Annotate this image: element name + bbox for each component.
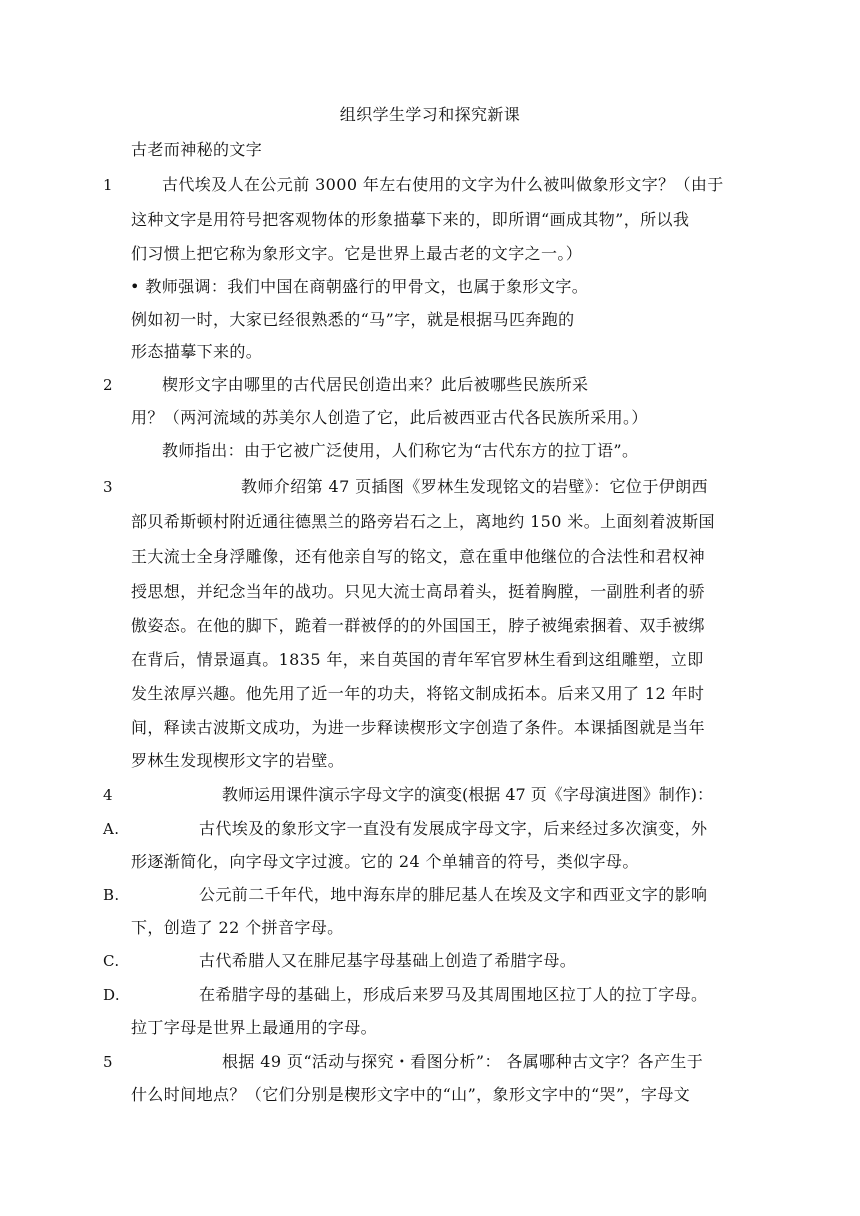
paragraph-line: 部贝希斯顿村附近通往德黑兰的路旁岩石之上，离地约 150 米。上面刻着波斯国 [131, 512, 715, 531]
paragraph-line: 间，释读古波斯文成功，为进一步释读楔形文字创造了条件。本课插图就是当年 [131, 718, 706, 737]
paragraph-line: 教师运用课件演示字母文字的演变(根据 47 页《字母演进图》制作)： [222, 785, 714, 804]
paragraph-line: 下，创造了 22 个拼音字母。 [131, 918, 344, 937]
paragraph-line: 例如初一时，大家已经很熟悉的“马”字，就是根据马匹奔跑的 [131, 310, 575, 329]
paragraph-line: 在希腊字母的基础上，形成后来罗马及其周围地区拉丁人的拉丁字母。 [199, 985, 708, 1004]
item-letter: C. [103, 952, 120, 970]
paragraph-line: 形逐渐简化，向字母文字过渡。它的 24 个单辅音的符号，类似字母。 [131, 852, 639, 871]
paragraph-line: 授思想，并纪念当年的战功。只见大流士高昂着头，挺着胸膛，一副胜利者的骄 [131, 582, 706, 601]
paragraph-line: 楔形文字由哪里的古代居民创造出来？此后被哪些民族所采 [162, 375, 589, 394]
paragraph-line: 形态描摹下来的。 [131, 342, 263, 361]
section-heading: 古老而神秘的文字 [131, 140, 263, 159]
paragraph-line: 发生浓厚兴趣。他先用了近一年的功夫，将铭文制成拓本。后来又用了 12 年时 [131, 684, 705, 703]
paragraph-line: 古代埃及人在公元前 3000 年左右使用的文字为什么被叫做象形文字？（由于 [162, 175, 724, 194]
paragraph-line: 用？（两河流域的苏美尔人创造了它，此后被西亚古代各民族所采用。） [131, 408, 648, 427]
item-letter: B. [103, 886, 120, 904]
item-number: 3 [103, 478, 113, 496]
paragraph-line: 教师指出：由于它被广泛使用，人们称它为“古代东方的拉丁语”。 [162, 441, 639, 460]
paragraph-line: 什么时间地点？（它们分别是楔形文字中的“山”，象形文字中的“哭”，字母文 [131, 1085, 691, 1104]
item-letter: A. [103, 820, 120, 838]
item-number: 4 [103, 786, 113, 804]
paragraph-line: 傲姿态。在他的脚下，跪着一群被俘的的外国国王，脖子被绳索捆着、双手被绑 [131, 616, 706, 635]
paragraph-line: 古代希腊人又在腓尼基字母基础上创造了希腊字母。 [199, 951, 577, 970]
paragraph-line: 罗林生发现楔形文字的岩壁。 [131, 751, 345, 770]
item-letter: D. [103, 986, 121, 1004]
paragraph-line: • 教师强调：我们中国在商朝盛行的甲骨文，也属于象形文字。 [130, 277, 589, 296]
paragraph-line: 根据 49 页“活动与探究・看图分析”： 各属哪种古文字？各产生于 [222, 1052, 704, 1071]
item-number: 2 [103, 376, 113, 394]
paragraph-line: 教师介绍第 47 页插图《罗林生发现铭文的岩壁》：它位于伊朗西 [241, 477, 708, 496]
paragraph-line: 们习惯上把它称为象形文字。它是世界上最古老的文字之一。） [131, 244, 583, 263]
paragraph-line: 拉丁字母是世界上最通用的字母。 [131, 1018, 378, 1037]
page-title: 组织学生学习和探究新课 [339, 105, 521, 124]
paragraph-line: 在背后，情景逼真。1835 年，来自英国的青年军官罗林生看到这组雕塑，立即 [131, 650, 704, 669]
paragraph-line: 王大流士全身浮雕像，还有他亲自写的铭文，意在重申他继位的合法性和君权神 [131, 547, 706, 566]
paragraph-line: 这种文字是用符号把客观物体的形象描摹下来的，即所谓“画成其物”，所以我 [131, 210, 690, 229]
paragraph-line: 公元前二千年代，地中海东岸的腓尼基人在埃及文字和西亚文字的影响 [199, 885, 708, 904]
paragraph-line: 古代埃及的象形文字一直没有发展成字母文字，后来经过多次演变，外 [199, 819, 708, 838]
item-number: 1 [103, 176, 113, 194]
item-number: 5 [103, 1053, 113, 1071]
